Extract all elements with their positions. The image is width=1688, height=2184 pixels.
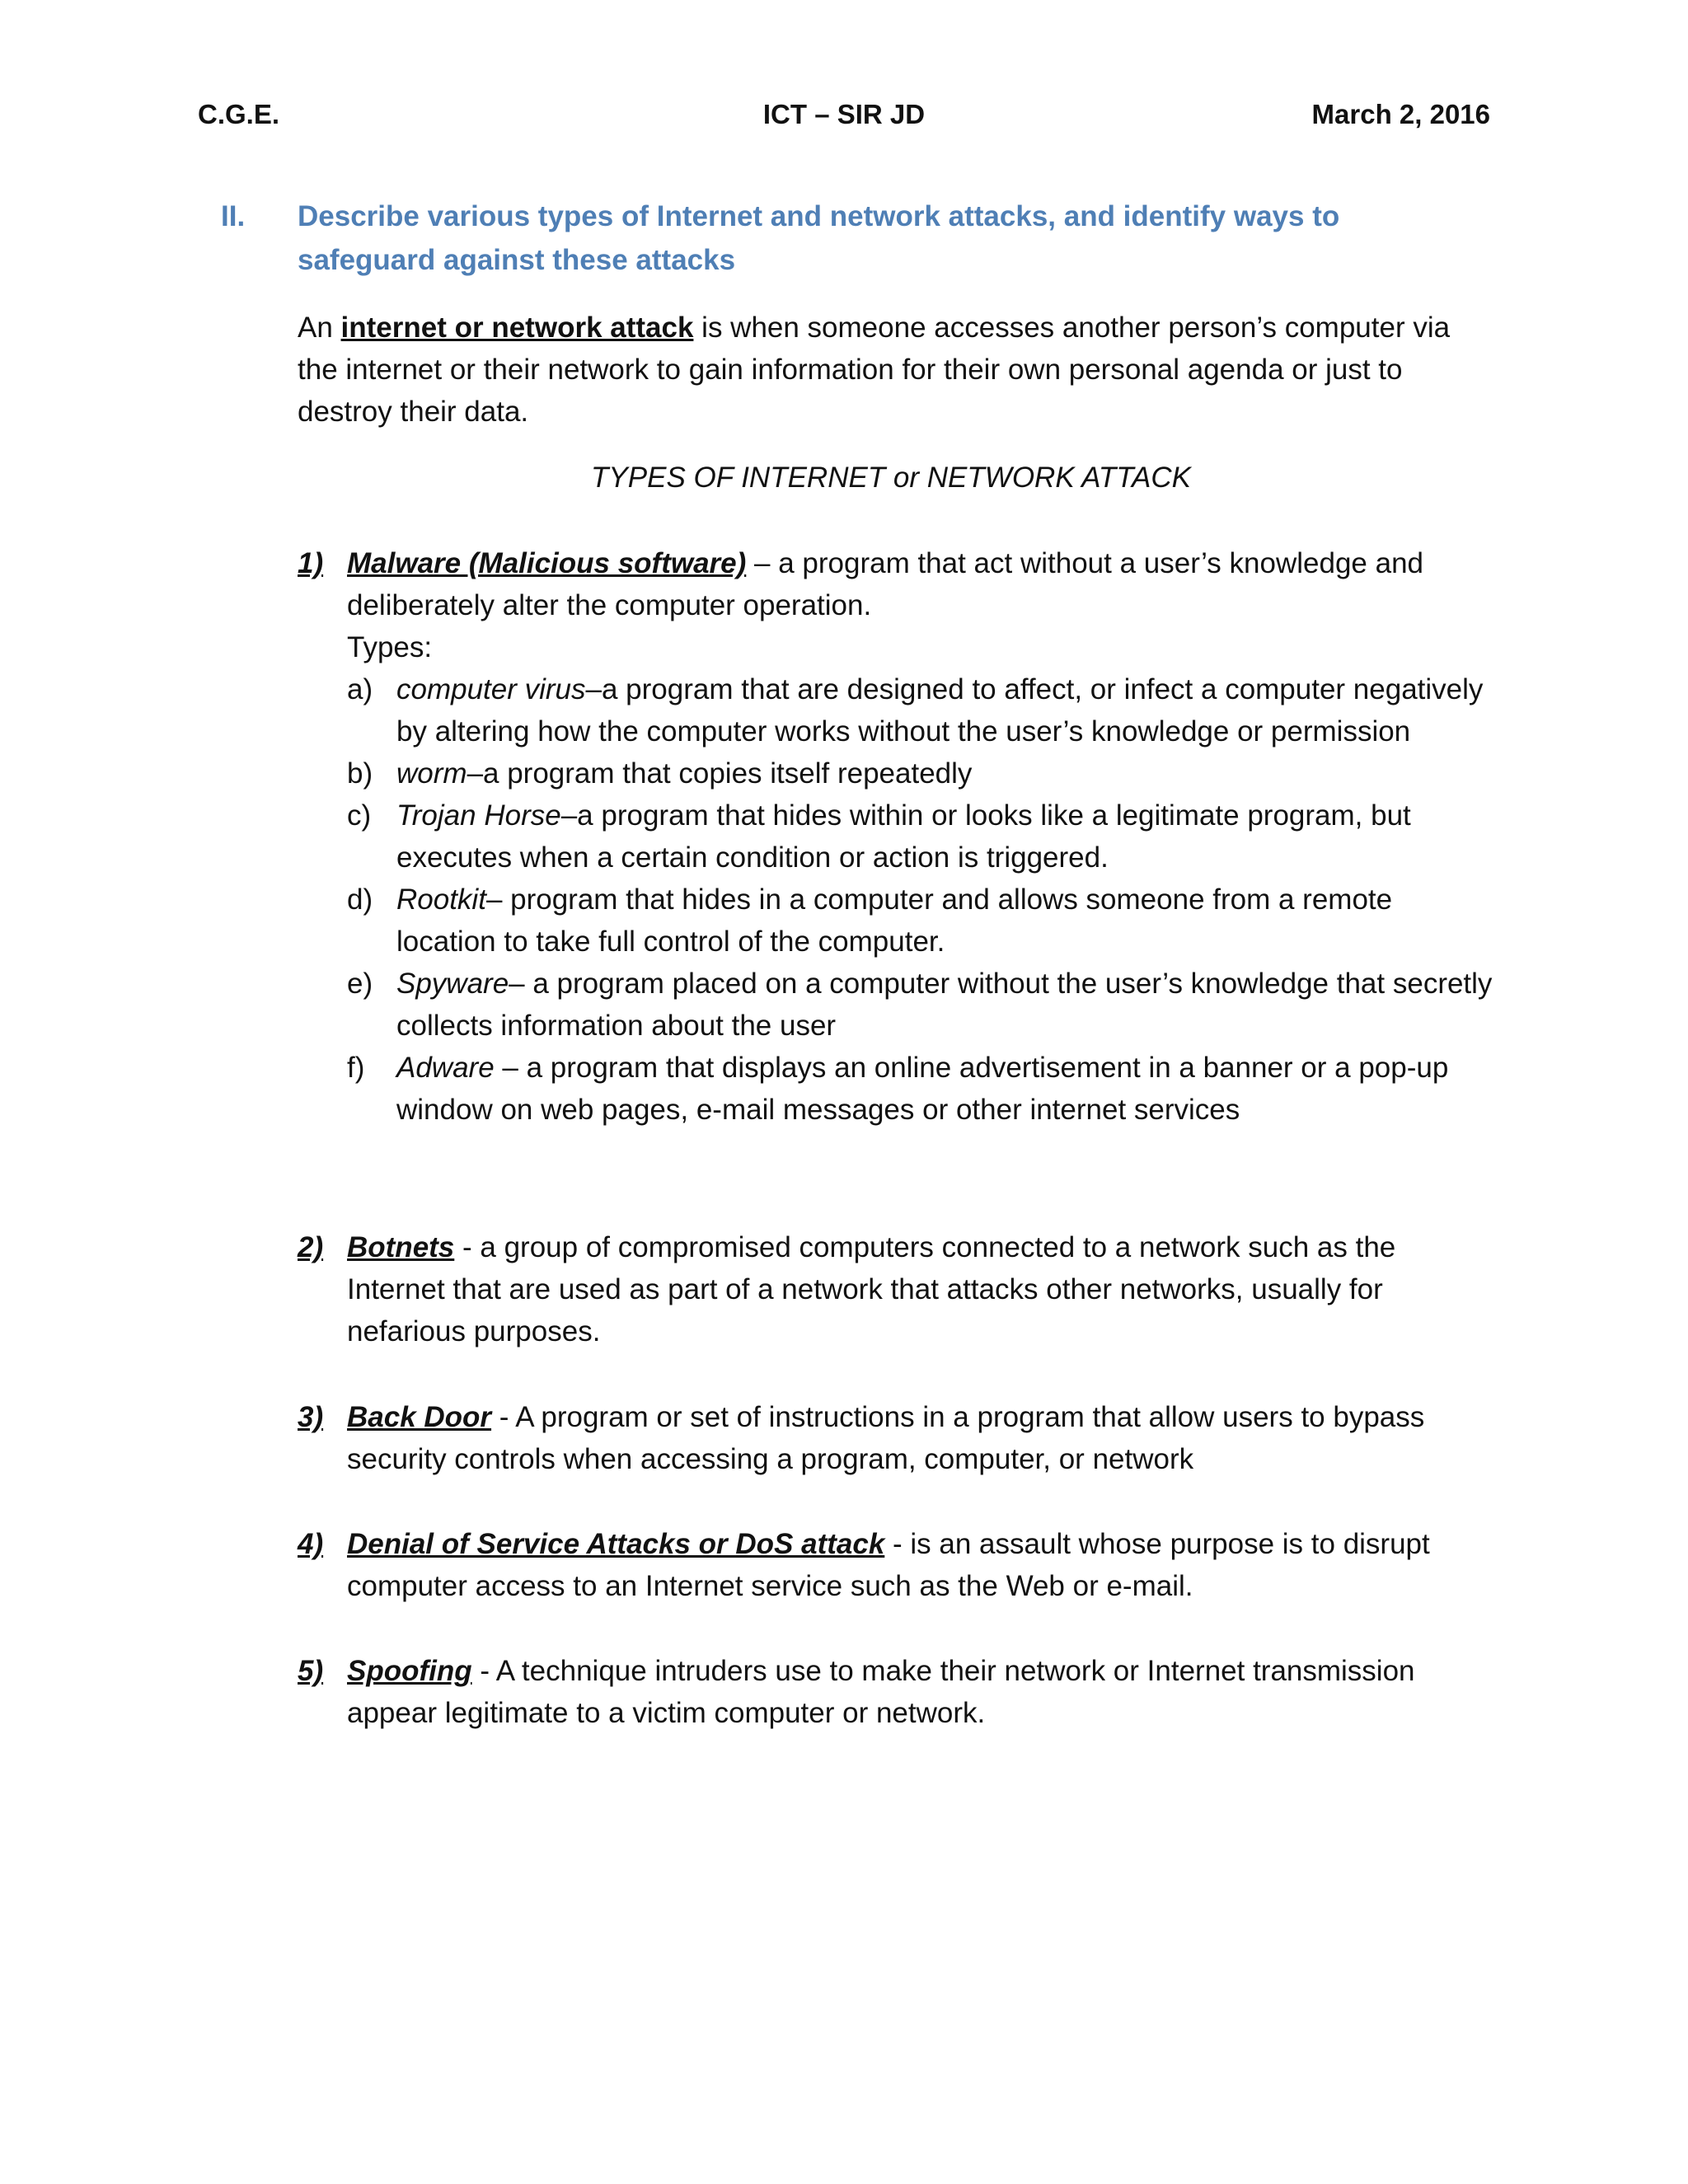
item-number: 1) xyxy=(298,547,324,579)
sublist-item xyxy=(347,1047,1493,1131)
sublist-desc: – program that hides in a computer and allows someone from a remote location to take full control of the computer. xyxy=(396,883,1393,958)
section-number: II. xyxy=(221,200,246,232)
item-number: 2) xyxy=(298,1231,324,1263)
types-subtitle: TYPES OF INTERNET or NETWORK ATTACK xyxy=(591,462,1191,494)
sublist-item xyxy=(347,668,1493,752)
header-center: ICT – SIR JD xyxy=(762,99,926,129)
sublist-letter: f) xyxy=(347,1052,365,1084)
item-number: 5) xyxy=(298,1655,324,1687)
types-label: Types: xyxy=(347,631,433,663)
sublist-desc: –a program that hides within or looks like a legitimate program, but executes when a certain condition or action is triggered. xyxy=(396,799,1411,874)
item-body xyxy=(347,1396,1493,1480)
sublist-term: Trojan Horse xyxy=(396,799,561,832)
item-body xyxy=(347,1226,1493,1352)
item-desc: – a program that act without a user’s knowledge and deliberately alter the computer operation. xyxy=(347,547,1423,621)
intro-prefix: An xyxy=(298,312,341,344)
sublist-desc: – a program placed on a computer without the user’s knowledge that secretly collects information about the user xyxy=(396,968,1493,1042)
sublist-desc: –a program that copies itself repeatedly xyxy=(467,757,973,790)
sublist-item xyxy=(347,752,1493,794)
item-body xyxy=(347,542,1493,1131)
intro-paragraph xyxy=(298,307,1484,433)
item-number: 4) xyxy=(298,1528,324,1560)
item-desc: - A program or set of instructions in a program that allow users to bypass security controls when accessing a program, computer, or network xyxy=(347,1401,1425,1475)
sublist-letter: d) xyxy=(347,883,373,916)
sublist-term: Spyware xyxy=(396,968,509,1000)
item-desc: - A technique intruders use to make their network or Internet transmission appear legitimate to a victim computer or network. xyxy=(347,1655,1415,1729)
item-desc: - is an assault whose purpose is to disrupt computer access to an Internet service such as the Web or e-mail. xyxy=(347,1528,1430,1602)
item-term: Denial of Service Attacks or DoS attack xyxy=(347,1528,885,1560)
malware-types-list xyxy=(347,668,1493,1131)
item-term: Spoofing xyxy=(347,1655,472,1687)
header-date: March 2, 2016 xyxy=(1311,99,1490,129)
item-text xyxy=(347,542,1493,626)
sublist-desc: – a program that displays an online advertisement in a banner or a pop-up window on web pages, e-mail messages or other internet services xyxy=(396,1052,1449,1126)
section-title: Describe various types of Internet and network attacks, and identify ways to safeguard against these attacks xyxy=(298,200,1340,276)
header-left: C.G.E. xyxy=(198,99,280,129)
sublist-term: Adware xyxy=(396,1052,495,1084)
item-term: Botnets xyxy=(347,1231,455,1263)
intro-term: internet or network attack xyxy=(340,312,694,344)
page-header xyxy=(198,99,1490,140)
sublist-letter: e) xyxy=(347,968,373,1000)
item-number: 3) xyxy=(298,1401,324,1433)
item-body xyxy=(347,1650,1493,1734)
intro-rest: is when someone accesses another person’s computer via the internet or their network to gain information for their own personal agenda or just to destroy their data. xyxy=(298,312,1451,428)
sublist-letter: a) xyxy=(347,673,373,705)
sublist-letter: c) xyxy=(347,799,372,832)
sublist-item xyxy=(347,794,1493,879)
sublist-term: computer virus xyxy=(396,673,586,705)
sublist-letter: b) xyxy=(347,757,373,790)
sublist-term: Rootkit xyxy=(396,883,486,916)
sublist-item xyxy=(347,963,1493,1047)
item-term: Back Door xyxy=(347,1401,492,1433)
item-desc: - a group of compromised computers connected to a network such as the Internet that are used as part of a network that attacks other networks, usually for nefarious purposes. xyxy=(347,1231,1396,1347)
item-term: Malware (Malicious software) xyxy=(347,547,747,579)
item-body xyxy=(347,1523,1493,1607)
sublist-term: worm xyxy=(396,757,467,790)
sublist-item xyxy=(347,879,1493,963)
sublist-desc: –a program that are designed to affect, or infect a computer negatively by altering how the computer works without the user’s knowledge or permission xyxy=(396,673,1484,748)
